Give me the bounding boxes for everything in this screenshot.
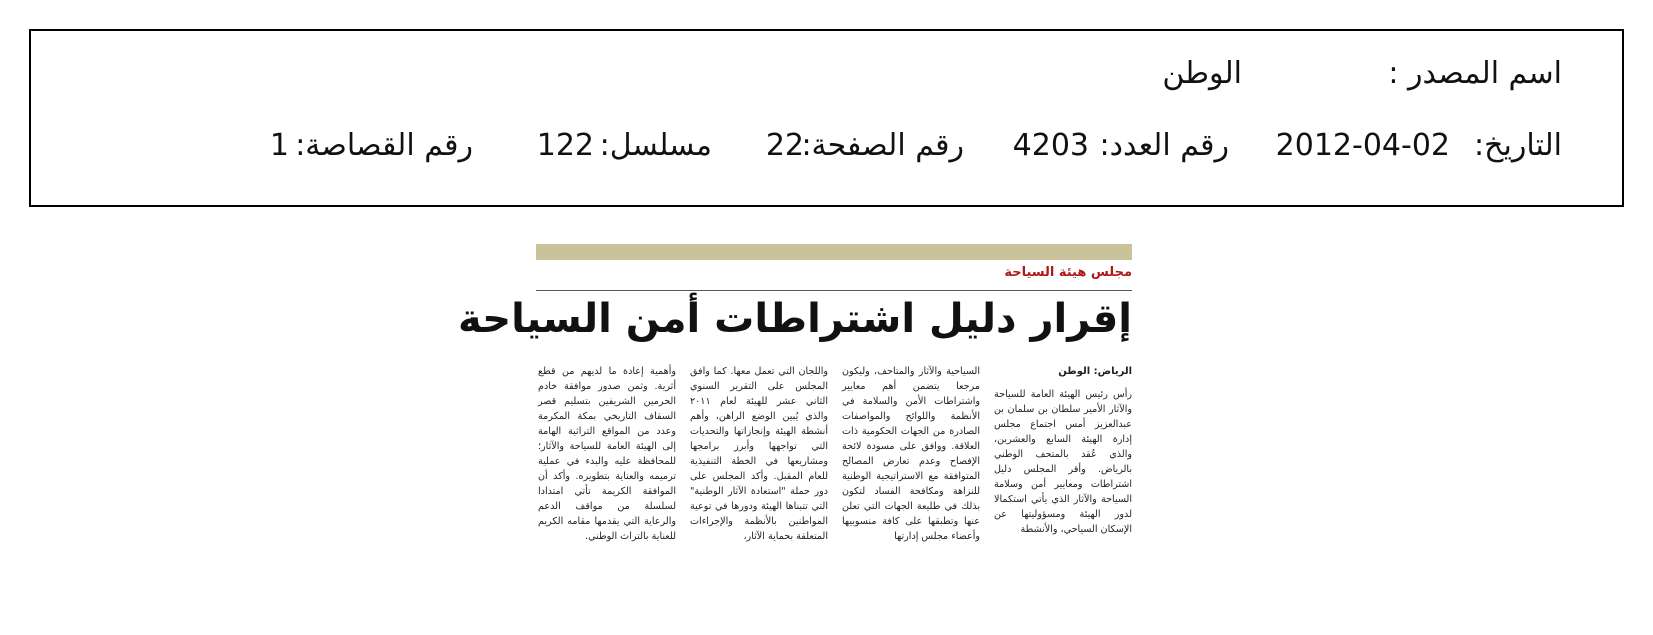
article-column-4 bbox=[538, 364, 676, 544]
column-text: وأهمية إعادة ما لديهم من قطع أثرية. وثمن صدور موافقة خادم الحرمين الشريفين بتسليم قصر السقاف التاريخي بمكة المكرمة وعدد من المواقع التراثية الهامة إلى الهيئة العامة للسياحة والآثار؛ للمحافظة عليه والبدء في عملية ترميمه والعناية بتطويره. وأكد أن الموافقة الكريمة تأتي امتدادا لسلسلة من مواقف الدعم والرعاية التي يقدمها مقامه الكريم للعناية بالتراث الوطني. bbox=[538, 366, 676, 542]
source-value: الوطن bbox=[1162, 56, 1242, 91]
column-text: واللجان التي تعمل معها. كما وافق المجلس على التقرير السنوي الثاني عشر للهيئة لعام ٢٠١١ والذي يُبين الوضع الراهن، وأهم أنشطة الهيئة وإنجازاتها والتحديات التي تواجهها وأبرز برامجها ومشاريعها في الخطة التنفيذية للعام المقبل. وأكد المجلس على دور حملة "استعادة الآثار الوطنية" التي تتبناها الهيئة ودورها في توعية المواطنين بالأنظمة والإجراءات المتعلقة بحماية الآثار، bbox=[690, 366, 828, 542]
source-label: اسم المصدر : bbox=[1388, 56, 1562, 91]
date-label: التاريخ: bbox=[1474, 128, 1562, 163]
clipping-top-bar bbox=[536, 244, 1132, 260]
page-value: 22 bbox=[765, 128, 804, 163]
source-info-box bbox=[29, 29, 1624, 207]
serial-value: 122 bbox=[536, 128, 594, 163]
issue-label: رقم العدد: bbox=[1099, 128, 1229, 163]
column-text: رأس رئيس الهيئة العامة للسياحة والآثار الأمير سلطان بن سلمان بن عبدالعزيز أمس اجتماع مجلس إدارة الهيئة السابع والعشرين، والذي عُقد بالمتحف الوطني بالرياض. وأقر المجلس دليل اشتراطات ومعايير أمن وسلامة السياحة والآثار الذي يأتي استكمالا لدور الهيئة ومسؤوليتها عن الإسكان السياحي، والأنشطة bbox=[994, 389, 1132, 535]
article-column-2 bbox=[842, 364, 980, 544]
issue-value: 4203 bbox=[1012, 128, 1089, 163]
clip-value: 1 bbox=[269, 128, 289, 163]
column-text: السياحية والآثار والمتاحف، وليكون مرجعا يتضمن أهم معايير واشتراطات الأمن والسلامة في الأنظمة واللوائح والمواصفات الصادرة من الجهات الحكومية ذات العلاقة. ووافق على مسودة لائحة الإفصاح وعدم تعارض المصالح المتوافقة مع الاستراتيجية الوطنية للنزاهة ومكافحة الفساد لتكون بذلك في طليعة الجهات التي تعلن عنها وتطبقها على كافة منسوبيها وأعضاء مجلس إدارتها bbox=[842, 366, 980, 542]
article-column-3 bbox=[690, 364, 828, 544]
meta-row bbox=[82, 128, 1562, 168]
article-column-1 bbox=[994, 364, 1132, 537]
headline: إقرار دليل اشتراطات أمن السياحة bbox=[457, 296, 1132, 342]
source-row bbox=[82, 56, 1562, 96]
divider bbox=[536, 290, 1132, 291]
clip-label: رقم القصاصة: bbox=[295, 128, 473, 163]
byline: الرياض: الوطن bbox=[1058, 366, 1132, 377]
date-value: 2012-04-02 bbox=[1275, 128, 1450, 163]
section-title: مجلس هيئة السياحة bbox=[1004, 265, 1132, 280]
serial-label: مسلسل: bbox=[599, 128, 712, 163]
newspaper-clipping bbox=[457, 244, 1132, 574]
page-label: رقم الصفحة: bbox=[801, 128, 964, 163]
